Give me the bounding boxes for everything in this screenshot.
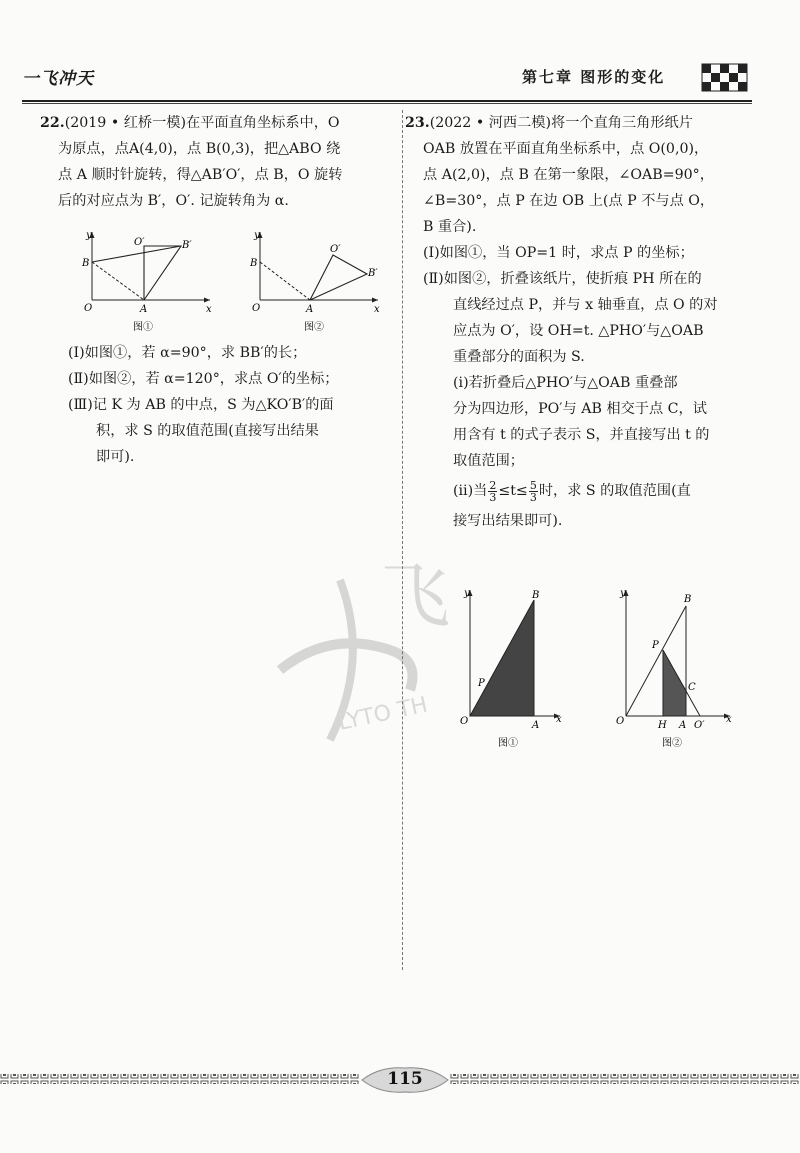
q23-fig2-caption: 图② — [662, 738, 682, 749]
point-B-label: B — [250, 258, 258, 269]
q23-sub-2-mid: ≤t≤ — [498, 483, 528, 499]
fraction-5-3: $\frac{5}{3}$ — [529, 478, 537, 504]
question-23 — [405, 110, 785, 534]
q22-figures — [78, 228, 398, 336]
q22-number: 22. — [40, 115, 65, 131]
point-P-label: P — [478, 678, 485, 689]
header-rule-thin — [22, 103, 752, 104]
q22-fig2-caption: 图② — [304, 322, 324, 333]
q22-part: 积，求 S 的取值范围(直接写出结果 — [96, 423, 319, 439]
q22-line: 为原点，点A(4,0)，点 B(0,3)，把△ABO 绕 — [58, 141, 341, 157]
point-Bprime-label: B′ — [368, 268, 378, 279]
q22-figure-2 — [249, 230, 380, 333]
q23-sub-1: (ⅰ)若折叠后△PHO′与△OAB 重叠部 — [453, 375, 678, 391]
fraction-2-3: $\frac{2}{3}$ — [489, 478, 497, 504]
q22-fig1-caption: 图① — [133, 322, 153, 333]
q23-line: OAB 放置在平面直角坐标系中，点 O(0,0)， — [423, 141, 709, 157]
q22-figure-1 — [81, 230, 212, 333]
q22-part: (Ⅲ)记 K 为 AB 的中点，S 为△KO′B′的面 — [68, 397, 334, 413]
q23-sub-2 — [405, 474, 785, 508]
watermark-brand: 飞 — [380, 555, 450, 637]
q23-number: 23. — [405, 115, 430, 131]
q23-part-2-line: 应点为 O′，设 OH=t. △PHO′与△OAB — [453, 323, 704, 339]
q22-line: 后的对应点为 B′，O′. 记旋转角为 α. — [58, 193, 289, 209]
header-rule — [22, 100, 752, 102]
point-B-label: B — [82, 258, 90, 269]
q23-sub-1-line: 用含有 t 的式子表示 S，并直接写出 t 的 — [453, 427, 710, 443]
q23-sub-2-post: 时，求 S 的取值范围(直 — [538, 483, 691, 499]
axis-x-label: x — [206, 304, 212, 315]
q22-part: (Ⅰ)如图①，若 α=90°，求 BB′的长； — [68, 345, 307, 361]
q23-fig1-caption: 图① — [498, 738, 518, 749]
q23-figure-2 — [616, 588, 732, 749]
point-O-label: O — [460, 716, 469, 727]
axis-x-label: x — [556, 714, 562, 725]
point-O-label: O — [252, 303, 261, 314]
q23-part-2-line: 重叠部分的面积为 S. — [453, 349, 585, 365]
q23-line: B 重合). — [423, 219, 477, 235]
q23-source: (2022 • 河西二模) — [429, 115, 552, 131]
q23-figure-1 — [460, 588, 562, 749]
point-C-label: C — [688, 682, 696, 693]
point-A-label: A — [140, 304, 148, 315]
q22-line: 在平面直角坐标系中，O — [186, 115, 340, 131]
point-Oprime-label: O′ — [694, 720, 705, 731]
q23-part-2: (Ⅱ)如图②，折叠该纸片，使折痕 PH 所在的 — [423, 271, 702, 287]
q23-part-1: (Ⅰ)如图①，当 OP=1 时，求点 P 的坐标； — [423, 245, 694, 261]
q22-part: (Ⅱ)如图②，若 α=120°，求点 O′的坐标； — [68, 371, 339, 387]
q23-line: 将一个直角三角形纸片 — [551, 115, 693, 131]
point-A-label: A — [306, 304, 314, 315]
point-A-label: A — [679, 720, 687, 731]
axis-y-label: y — [620, 588, 626, 599]
q23-sub-1-line: 取值范围； — [453, 453, 524, 469]
watermark-text: LYTO TH — [336, 692, 430, 736]
point-O-label: O — [84, 303, 93, 314]
question-22 — [40, 110, 395, 214]
watermark-logo — [270, 540, 470, 760]
point-A-label: A — [532, 720, 540, 731]
point-Oprime-label: O′ — [134, 237, 145, 248]
q23-line: ∠B=30°，点 P 在边 OB 上(点 P 不与点 O， — [423, 193, 715, 209]
q22-part: 即可). — [96, 449, 135, 465]
point-B-label: B — [532, 590, 540, 601]
checker-decoration-icon — [700, 62, 752, 92]
chapter-title: 第七章 图形的变化 — [522, 68, 666, 86]
brand-logo-text: 一飞冲天 — [22, 69, 94, 89]
point-O-label: O — [616, 716, 625, 727]
q22-line: 点 A 顺时针旋转，得△AB′O′，点 B，O 旋转 — [58, 167, 343, 183]
point-H-label: H — [658, 720, 667, 731]
q23-figures — [450, 580, 750, 780]
axis-x-label: x — [726, 714, 732, 725]
point-Bprime-label: B′ — [182, 240, 192, 251]
q23-part-2-line: 直线经过点 P，并与 x 轴垂直，点 O 的对 — [453, 297, 718, 313]
q22-source: (2019 • 红桥一模) — [64, 115, 187, 131]
point-P-label: P — [652, 640, 659, 651]
axis-y-label: y — [254, 230, 260, 241]
point-B-label: B — [684, 594, 692, 605]
q23-sub-1-line: 分为四边形，PO′与 AB 相交于点 C，试 — [453, 401, 707, 417]
axis-x-label: x — [374, 304, 380, 315]
axis-y-label: y — [86, 230, 92, 241]
point-Oprime-label: O′ — [330, 244, 341, 255]
q23-sub-2-line: 接写出结果即可). — [453, 513, 563, 529]
q22-parts — [68, 340, 398, 470]
page-number: 115 — [387, 1069, 423, 1089]
q23-line: 点 A(2,0)，点 B 在第一象限，∠OAB=90°， — [423, 167, 714, 183]
axis-y-label: y — [464, 588, 470, 599]
q23-sub-2-pre: (ⅱ)当 — [453, 483, 488, 499]
